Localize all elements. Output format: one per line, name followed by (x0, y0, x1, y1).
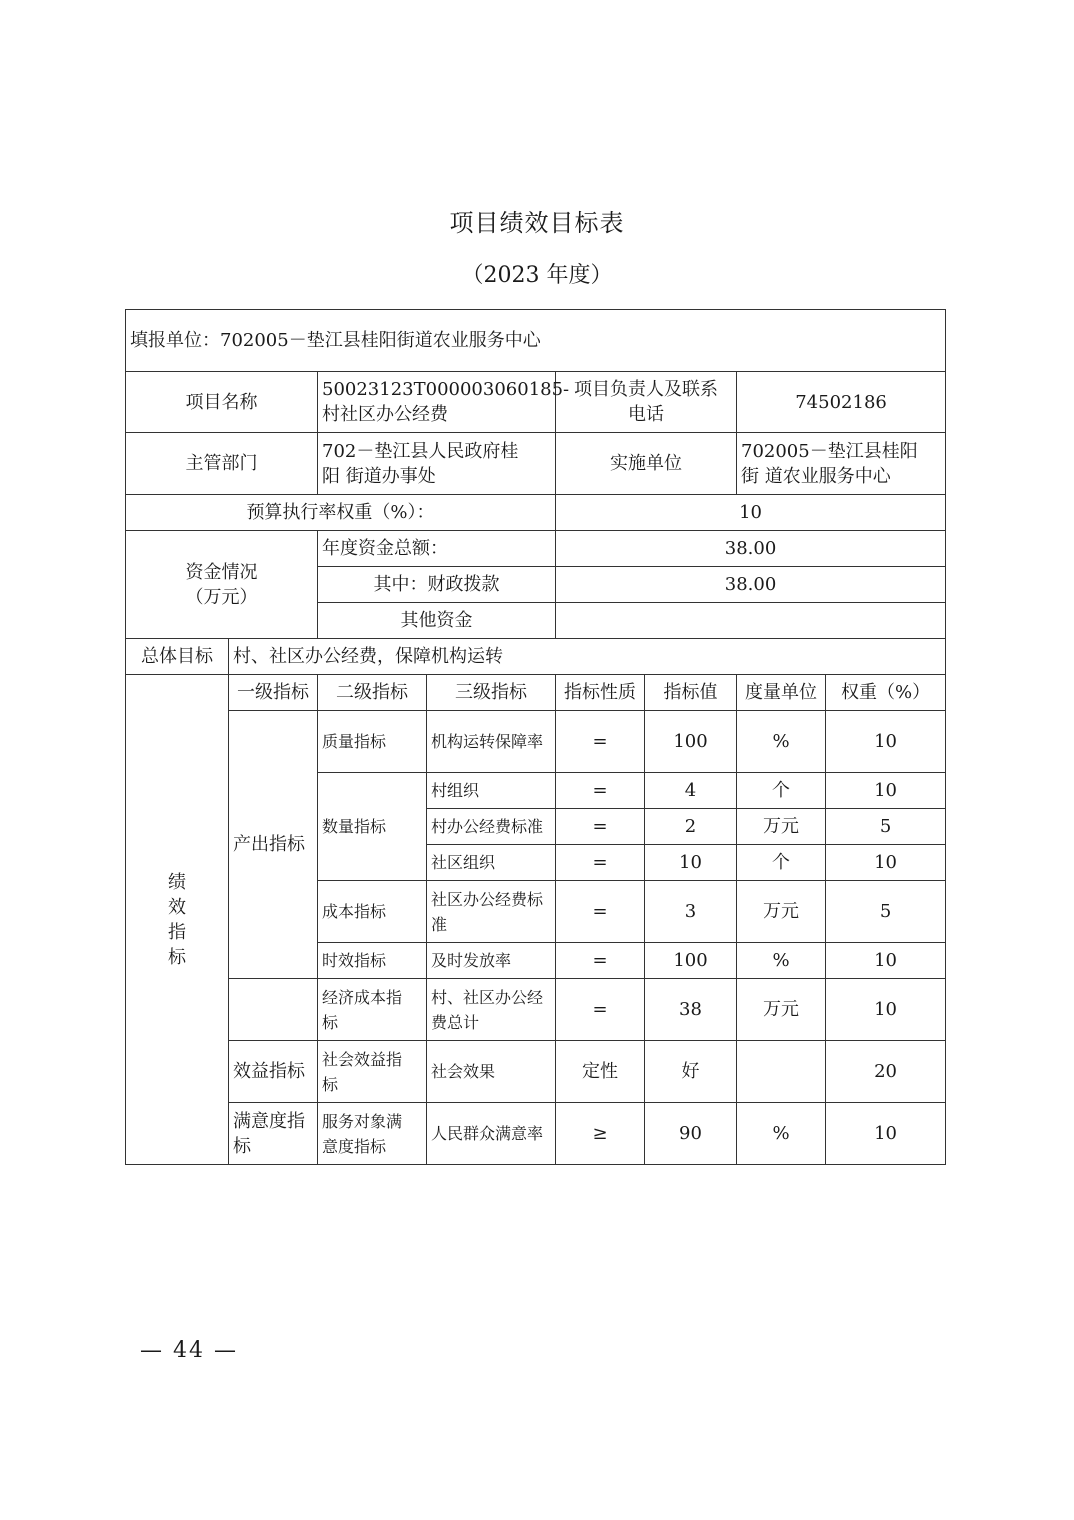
level3-cell: 村组织 (427, 773, 556, 809)
level2-cell: 时效指标 (318, 943, 427, 979)
table-row (126, 979, 946, 1041)
level1-output: 产出指标 (229, 711, 318, 979)
nature-cell: ≥ (556, 1103, 645, 1165)
level2-cell: 成本指标 (318, 881, 427, 943)
performance-indicator-label (126, 675, 229, 1165)
value-cell: 2 (645, 809, 737, 845)
level2-line2: 意度指标 (322, 1136, 387, 1156)
weight-cell: 20 (826, 1041, 946, 1103)
project-name-value (318, 372, 570, 433)
unit-cell: % (737, 943, 826, 979)
funds-fiscal-value: 38.00 (556, 567, 946, 603)
level3-line2: 费总计 (431, 1012, 480, 1032)
level1-empty (229, 979, 318, 1041)
department-value (318, 433, 556, 495)
value-cell: 好 (645, 1041, 737, 1103)
weight-cell: 5 (826, 881, 946, 943)
level3-line2: 准 (431, 914, 448, 934)
level3-line1: 村、社区办公经 (431, 987, 544, 1007)
unit-cell: 万元 (737, 809, 826, 845)
implementing-unit-label: 实施单位 (556, 433, 737, 495)
level2-cell: 质量指标 (318, 711, 427, 773)
level3-cell: 人民群众满意率 (427, 1103, 556, 1165)
project-name-line2: 村社区办公经费 (322, 404, 448, 425)
header-nature: 指标性质 (556, 675, 645, 711)
funds-fiscal-label: 其中：财政拨款 (318, 567, 556, 603)
budget-weight-label: 预算执行率权重（%）： (126, 495, 556, 531)
unit-cell: % (737, 711, 826, 773)
level3-cell: 村办公经费标准 (427, 809, 556, 845)
nature-cell: = (556, 711, 645, 773)
value-cell: 100 (645, 943, 737, 979)
budget-weight-row (126, 495, 946, 531)
header-value: 指标值 (645, 675, 737, 711)
funds-total-row (126, 531, 946, 567)
overall-goal-text: 村、社区办公经费，保障机构运转 (229, 639, 946, 675)
header-level3: 三级指标 (427, 675, 556, 711)
project-owner-label-line2: 电话 (628, 404, 664, 425)
value-cell: 10 (645, 845, 737, 881)
level2-cell (318, 979, 427, 1041)
header-unit: 度量单位 (737, 675, 826, 711)
unit-cell: 万元 (737, 881, 826, 943)
weight-cell: 10 (826, 711, 946, 773)
level3-cell: 机构运转保障率 (427, 711, 556, 773)
unit-cell: 个 (737, 773, 826, 809)
department-line1: 702－垫江县人民政府桂 (322, 440, 519, 462)
document-subtitle: （2023 年度） (461, 263, 613, 288)
page-number: — 44 — (140, 1338, 238, 1363)
level2-line1: 服务对象满 (322, 1111, 403, 1131)
weight-cell: 10 (826, 943, 946, 979)
header-weight: 权重（%） (826, 675, 946, 711)
value-cell: 4 (645, 773, 737, 809)
header-level1: 一级指标 (229, 675, 318, 711)
document-title: 项目绩效目标表 (449, 209, 625, 237)
level2-line2: 标 (322, 1012, 339, 1032)
level2-cell (318, 1103, 427, 1165)
project-name-label: 项目名称 (126, 372, 318, 433)
weight-cell: 5 (826, 809, 946, 845)
level1-line1: 满意度指 (233, 1110, 305, 1132)
unit-cell: 万元 (737, 979, 826, 1041)
department-label: 主管部门 (126, 433, 318, 495)
side-label-char: 指 (168, 921, 186, 943)
header-level2: 二级指标 (318, 675, 427, 711)
overall-goal-row (126, 639, 946, 675)
funds-other-value (556, 603, 946, 639)
table-row (126, 711, 946, 773)
weight-cell: 10 (826, 1103, 946, 1165)
implementing-unit-line1: 702005－垫江县桂阳 (741, 440, 918, 462)
unit-cell (737, 1041, 826, 1103)
project-name-row (126, 372, 946, 433)
table-row (126, 1103, 946, 1165)
level3-cell: 社会效果 (427, 1041, 556, 1103)
nature-cell: = (556, 979, 645, 1041)
level2-cell (318, 1041, 427, 1103)
project-owner-phone: 74502186 (737, 372, 946, 433)
level3-cell: 社区组织 (427, 845, 556, 881)
project-owner-label-line1: 项目负责人及联系 (574, 379, 718, 400)
budget-weight-value: 10 (556, 495, 946, 531)
project-owner-label (556, 372, 737, 433)
unit-cell: % (737, 1103, 826, 1165)
nature-cell: = (556, 943, 645, 979)
weight-cell: 10 (826, 773, 946, 809)
nature-cell: = (556, 845, 645, 881)
nature-cell: = (556, 809, 645, 845)
level2-line1: 经济成本指 (322, 987, 403, 1007)
level1-benefit: 效益指标 (229, 1041, 318, 1103)
level3-cell (427, 881, 556, 943)
overall-goal-label: 总体目标 (126, 639, 229, 675)
side-label-char: 绩 (168, 871, 186, 893)
level1-line2: 标 (233, 1135, 251, 1157)
implementing-unit-line2: 街 道农业服务中心 (741, 465, 891, 487)
level3-cell (427, 979, 556, 1041)
funds-label-line2: （万元） (185, 586, 258, 608)
filler-row (126, 310, 946, 372)
funds-total-label: 年度资金总额： (318, 531, 556, 567)
project-name-line1: 50023123T000003060185- (322, 379, 570, 400)
funds-total-value: 38.00 (556, 531, 946, 567)
level1-satisfaction (229, 1103, 318, 1165)
funds-other-label: 其他资金 (318, 603, 556, 639)
value-cell: 100 (645, 711, 737, 773)
level3-cell: 及时发放率 (427, 943, 556, 979)
implementing-unit-value (737, 433, 946, 495)
nature-cell: = (556, 881, 645, 943)
nature-cell: 定性 (556, 1041, 645, 1103)
value-cell: 90 (645, 1103, 737, 1165)
indicator-header-row (126, 675, 946, 711)
department-row (126, 433, 946, 495)
value-cell: 3 (645, 881, 737, 943)
unit-cell: 个 (737, 845, 826, 881)
value-cell: 38 (645, 979, 737, 1041)
side-label-char: 标 (168, 946, 186, 968)
level2-line1: 社会效益指 (322, 1049, 403, 1069)
level2-line2: 标 (322, 1074, 339, 1094)
weight-cell: 10 (826, 845, 946, 881)
weight-cell: 10 (826, 979, 946, 1041)
filler-cell: 填报单位：702005－垫江县桂阳街道农业服务中心 (126, 310, 946, 372)
performance-target-table (125, 309, 946, 1165)
level2-cell: 数量指标 (318, 773, 427, 881)
table-row (126, 1041, 946, 1103)
funds-label (126, 531, 318, 639)
level3-line1: 社区办公经费标 (431, 889, 544, 909)
funds-label-line1: 资金情况 (185, 561, 258, 583)
nature-cell: = (556, 773, 645, 809)
department-line2: 阳 街道办事处 (322, 465, 436, 487)
side-label-char: 效 (168, 896, 186, 918)
